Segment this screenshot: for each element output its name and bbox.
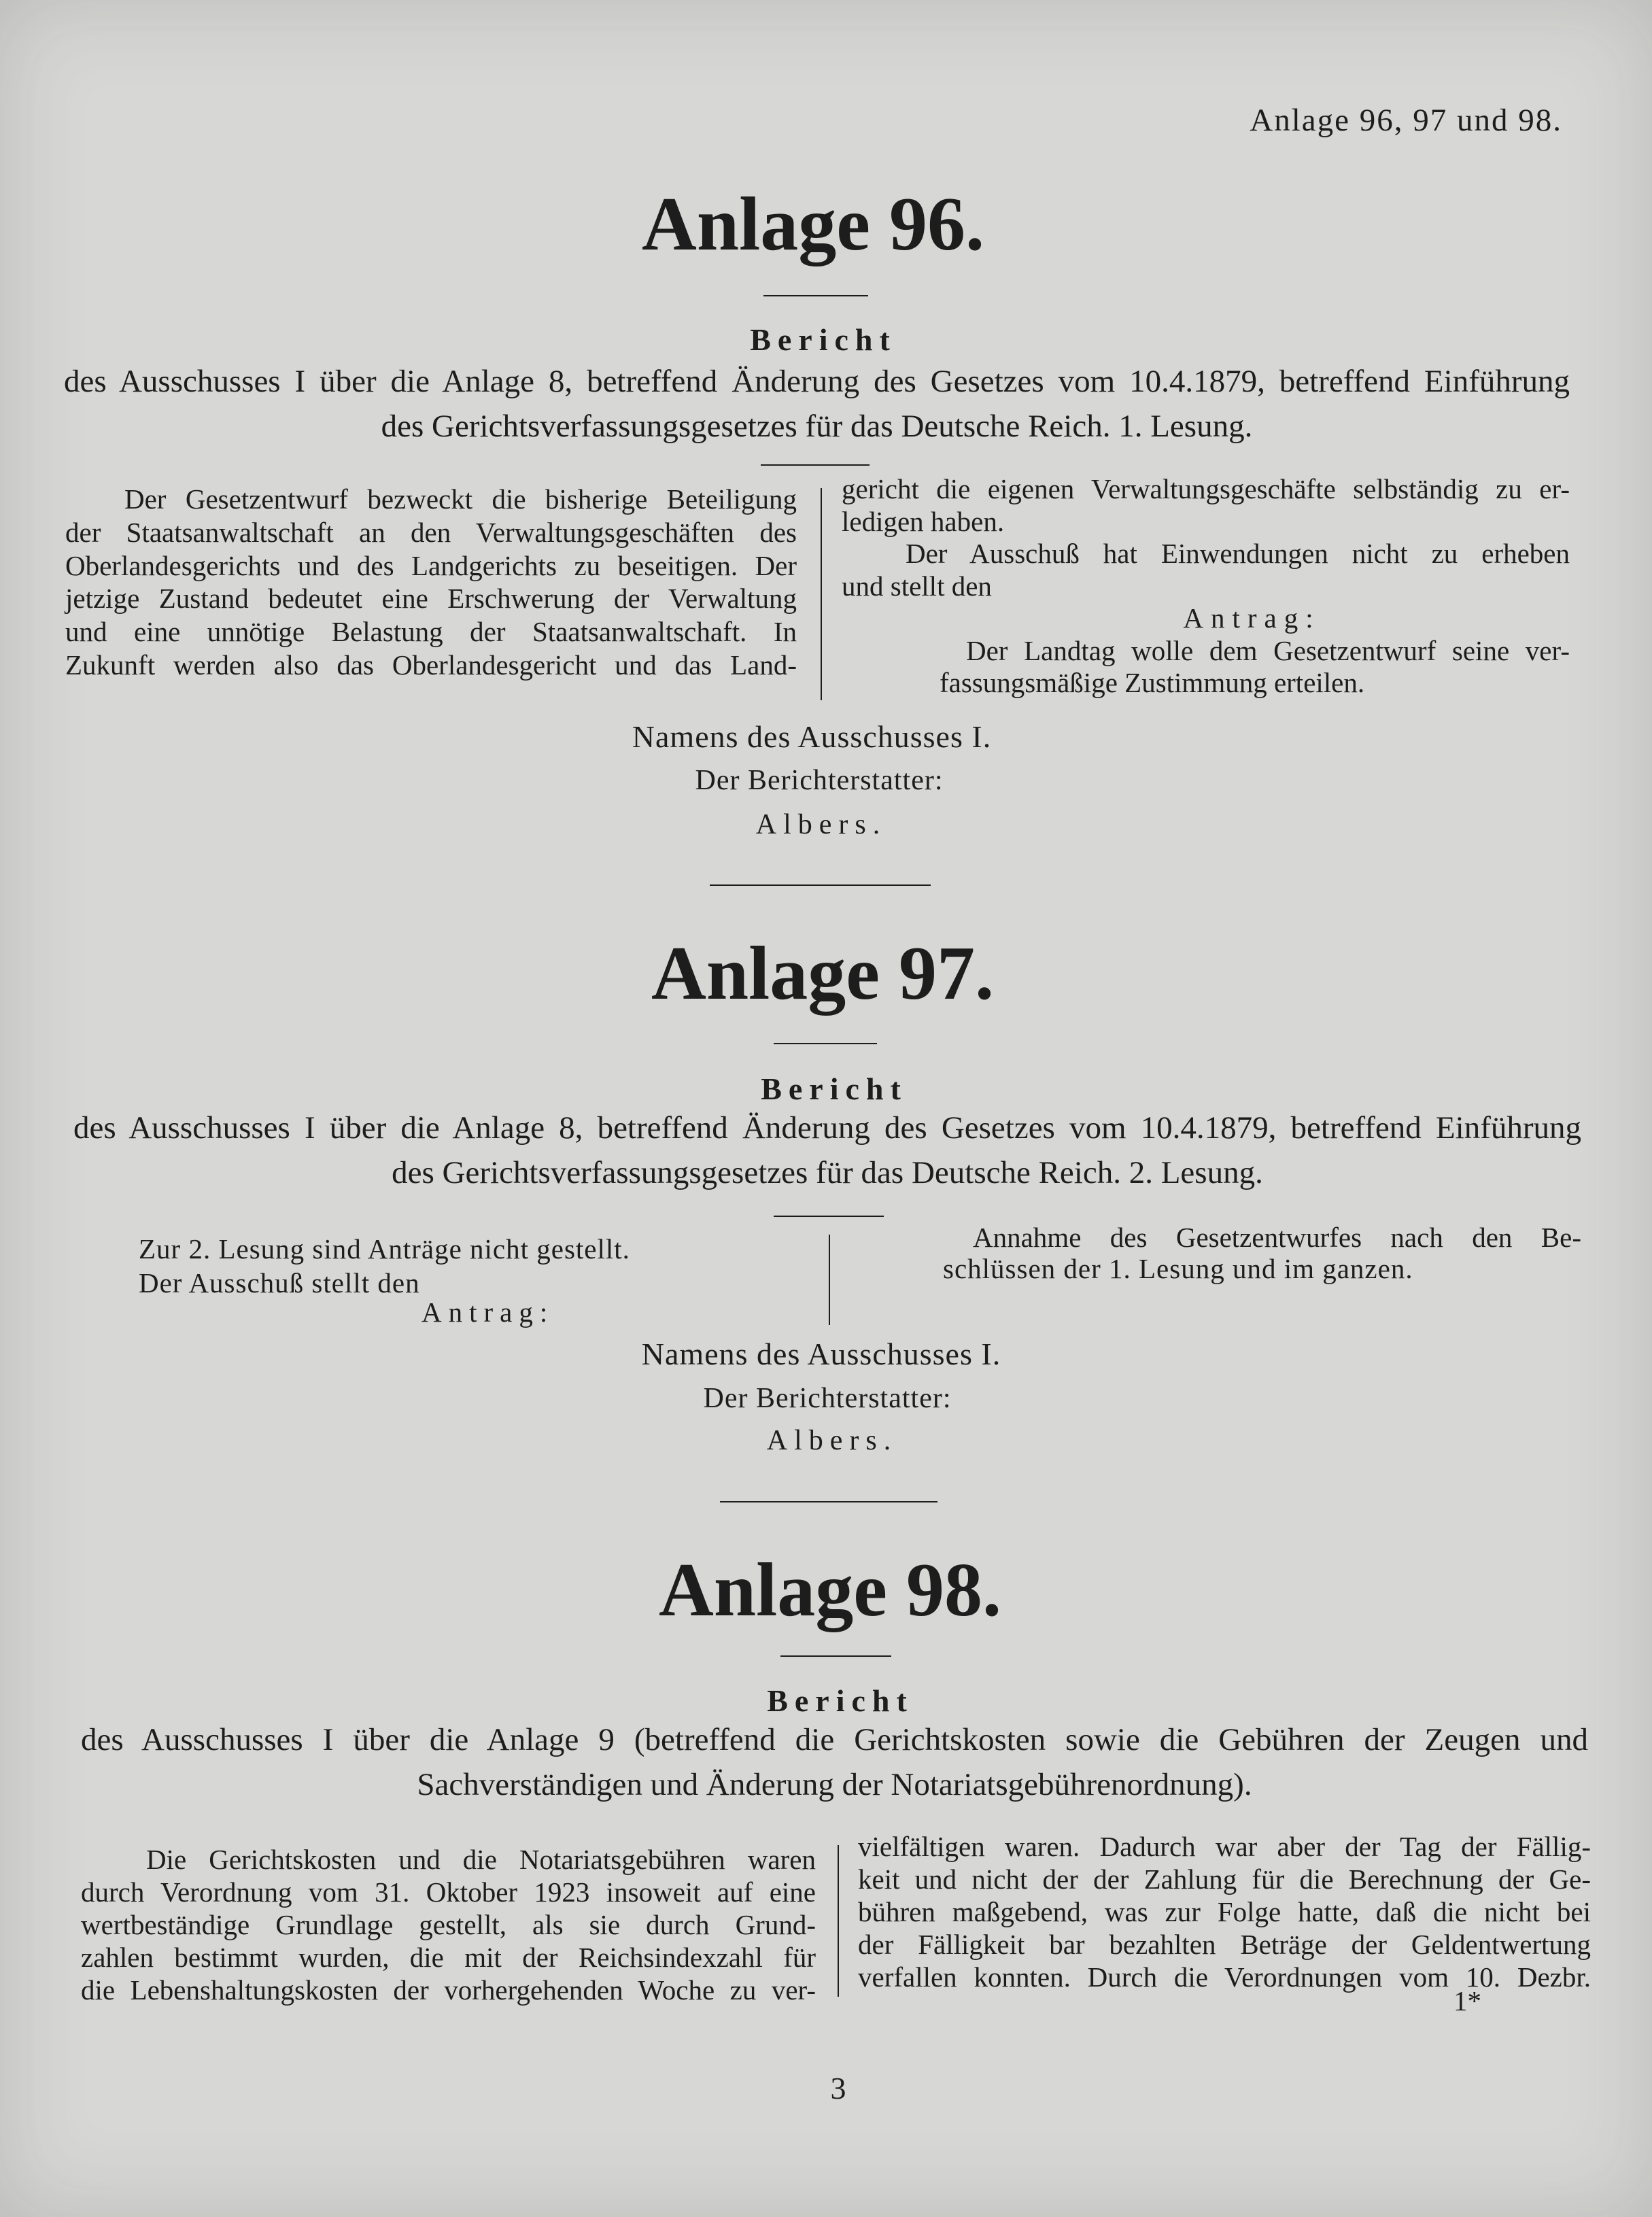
anlage-97-title: Anlage 97. — [651, 931, 994, 1016]
text-line: bühren maßgebend, was zur Folge hatte, daß die nicht bei — [858, 1896, 1591, 1927]
text-line: der Fälligkeit bar bezahlten Beträge der Geldentwertung — [858, 1929, 1591, 1960]
report-intro — [64, 359, 1570, 449]
intro-line: des Ausschusses I über die Anlage 8, betreffend Änderung des Gesetzes vom 10.4.1879, betreffend Einführung — [64, 364, 1570, 399]
text-line: Zukunft werden also das Oberlandesgericht und das Land- — [65, 649, 797, 681]
right-column — [858, 1830, 1591, 1993]
anlage-98-title: Anlage 98. — [659, 1548, 1001, 1632]
section-separator — [720, 1501, 937, 1502]
text-line: Der Gesetzentwurf bezweckt die bisherige Beteiligung — [124, 483, 797, 515]
intro-rule — [761, 464, 870, 466]
signature-role: Der Berichterstatter: — [703, 1383, 952, 1414]
column-divider — [829, 1235, 830, 1325]
intro-rule — [774, 1216, 884, 1217]
intro-line: Sachverständigen und Änderung der Notariatsgebührenordnung). — [417, 1767, 1252, 1802]
text-line: Der Ausschuß hat Einwendungen nicht zu erheben — [906, 538, 1570, 569]
text-line: jetzige Zustand bedeutet eine Erschwerung der Verwaltung — [65, 583, 797, 615]
signature-role: Der Berichterstatter: — [695, 765, 944, 796]
intro-line: des Ausschusses I über die Anlage 9 (betreffend die Gerichtskosten sowie die Gebühren der Zeugen und — [81, 1722, 1588, 1757]
text-line: zahlen bestimmt wurden, die mit der Reichsindexzahl für — [81, 1942, 816, 1973]
signature-committee: Namens des Ausschusses I. — [641, 1337, 1001, 1371]
text-line: vielfältigen waren. Dadurch war aber der Tag der Fällig- — [858, 1831, 1591, 1862]
report-intro — [81, 1717, 1588, 1807]
text-line: fassungsmäßige Zustimmung erteilen. — [940, 667, 1365, 698]
left-column — [81, 1843, 816, 2006]
text-line: Oberlandesgerichts und des Landgerichts zu beseitigen. Der — [65, 549, 797, 581]
text-line: Der Ausschuß stellt den — [139, 1267, 420, 1299]
text-line: und stellt den — [842, 570, 992, 602]
motion-label: Antrag: — [421, 1296, 555, 1328]
signature-committee: Namens des Ausschusses I. — [632, 719, 992, 754]
text-line: die Lebenshaltungskosten der vorhergehenden Woche zu ver- — [81, 1974, 816, 2006]
section-separator — [710, 884, 931, 886]
title-rule — [780, 1655, 891, 1657]
text-line: und eine unnötige Belastung der Staatsanwaltschaft. In — [65, 616, 797, 648]
signature-name: Albers. — [755, 809, 887, 840]
column-divider — [838, 1845, 839, 1997]
text-line: Annahme des Gesetzentwurfes nach den Be- — [973, 1222, 1581, 1253]
column-divider — [821, 488, 822, 700]
text-line: Zur 2. Lesung sind Anträge nicht gestellt. — [139, 1233, 630, 1265]
anlage-96-title: Anlage 96. — [642, 182, 984, 267]
motion-label: Antrag: — [1183, 602, 1321, 634]
text-line: Die Gerichtskosten und die Notariatsgebühren waren — [146, 1844, 816, 1875]
signature-mark: 1* — [1453, 1985, 1481, 2016]
text-line: keit und nicht der der Zahlung für die Berechnung der Ge- — [858, 1863, 1591, 1895]
text-line: wertbeständige Grundlage gestellt, als sie durch Grund- — [81, 1909, 816, 1940]
text-line: der Staatsanwaltschaft an den Verwaltungsgeschäften des — [65, 516, 797, 548]
text-line: ledigen haben. — [842, 505, 1005, 537]
text-line: verfallen konnten. Durch die Verordnungen vom 10. Dezbr. — [858, 1961, 1591, 1993]
running-head: Anlage 96, 97 und 98. — [1250, 103, 1562, 138]
intro-line: des Ausschusses I über die Anlage 8, betreffend Änderung des Gesetzes vom 10.4.1879, betreffend Einführung — [73, 1110, 1581, 1146]
intro-line: des Gerichtsverfassungsgesetzes für das Deutsche Reich. 2. Lesung. — [392, 1155, 1263, 1190]
text-line: schlüssen der 1. Lesung und im ganzen. — [943, 1253, 1413, 1284]
report-heading: Bericht — [767, 1683, 914, 1718]
intro-line: des Gerichtsverfassungsgesetzes für das Deutsche Reich. 1. Lesung. — [381, 409, 1253, 444]
signature-name: Albers. — [766, 1425, 898, 1456]
text-line: gericht die eigenen Verwaltungsgeschäfte selbständig zu er- — [842, 473, 1570, 504]
title-rule — [774, 1043, 877, 1044]
report-heading: Bericht — [750, 322, 897, 357]
left-column — [65, 483, 797, 682]
text-line: Der Landtag wolle dem Gesetzentwurf seine ver- — [966, 634, 1570, 666]
report-intro — [73, 1105, 1581, 1195]
page-number: 3 — [830, 2071, 846, 2106]
title-rule — [763, 295, 868, 296]
text-line: durch Verordnung vom 31. Oktober 1923 insoweit auf eine — [81, 1876, 816, 1908]
right-column — [842, 473, 1570, 700]
report-heading: Bericht — [761, 1071, 908, 1106]
